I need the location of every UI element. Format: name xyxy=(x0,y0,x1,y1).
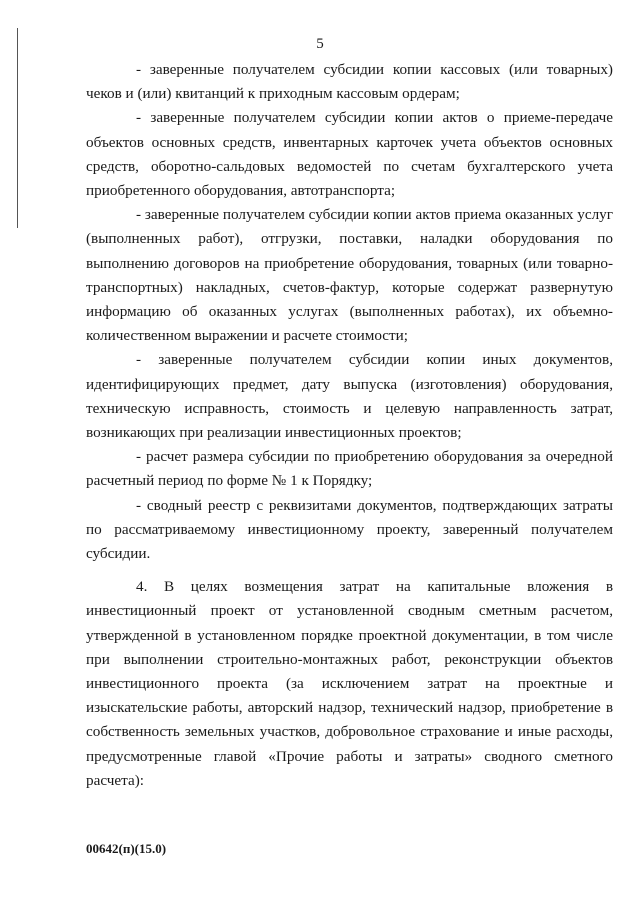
list-item-summary-register: - сводный реестр с реквизитами документов, подтверждающих затраты по рассматриваемому инвестиционному проекту, заверенный получателем субсидии. xyxy=(86,496,613,563)
list-item-cash-receipts: - заверенные получателем субсидии копии кассовых (или товарных) чеков и (или) квитанций к приходным кассовым ордерам; xyxy=(86,61,613,103)
section-4-paragraph: 4. В целях возмещения затрат на капитальные вложения в инвестиционный проект от установленной сводным сметным расчетом, утвержденной в установленном порядке проектной документации, в том числе при выполнении строительно-монтажных работ, реконструкции объектов инвестиционного проекта (за исключением затрат на проектные и изыскательские работы, авторский надзор, технический надзор, приобретение в собственность земельных участков, добровольное страхование и иные расходы, предусмотренные главой «Прочие работы и затраты» сводного сметного расчета): xyxy=(86,578,613,789)
list-item-subsidy-calculation: - расчет размера субсидии по приобретению оборудования за очередной расчетный период по форме № 1 к Порядку; xyxy=(86,448,613,490)
document-code: 00642(п)(15.0) xyxy=(86,841,167,856)
left-margin-line xyxy=(17,28,18,228)
list-item-acceptance-acts: - заверенные получателем субсидии копии актов о приеме-передаче объектов основных средств, инвентарных карточек учета объектов основных средств, оборотно-сальдовых ведомостей по счетам бухгалтерского учета приобретенного оборудования, автотранспорта; xyxy=(86,109,613,200)
document-body xyxy=(86,58,613,793)
list-item-service-acts: - заверенные получателем субсидии копии актов приема оказанных услуг (выполненных работ), отгрузки, поставки, наладки оборудования по выполнению договоров на приобретение оборудования, товарных (или товарно-транспортных) накладных, счетов-фактур, которые содержат развернутую информацию об оказанных услугах (выполненных работах), их объемно-количественном выражении и расчете стоимости; xyxy=(86,206,613,345)
list-item-other-documents: - заверенные получателем субсидии копии иных документов, идентифицирующих предмет, дату выпуска (изготовления) оборудования, техническую исправность, стоимость и целевую направленность затрат, возникающих при реализации инвестиционных проектов; xyxy=(86,351,613,442)
page-number: 5 xyxy=(316,36,324,52)
